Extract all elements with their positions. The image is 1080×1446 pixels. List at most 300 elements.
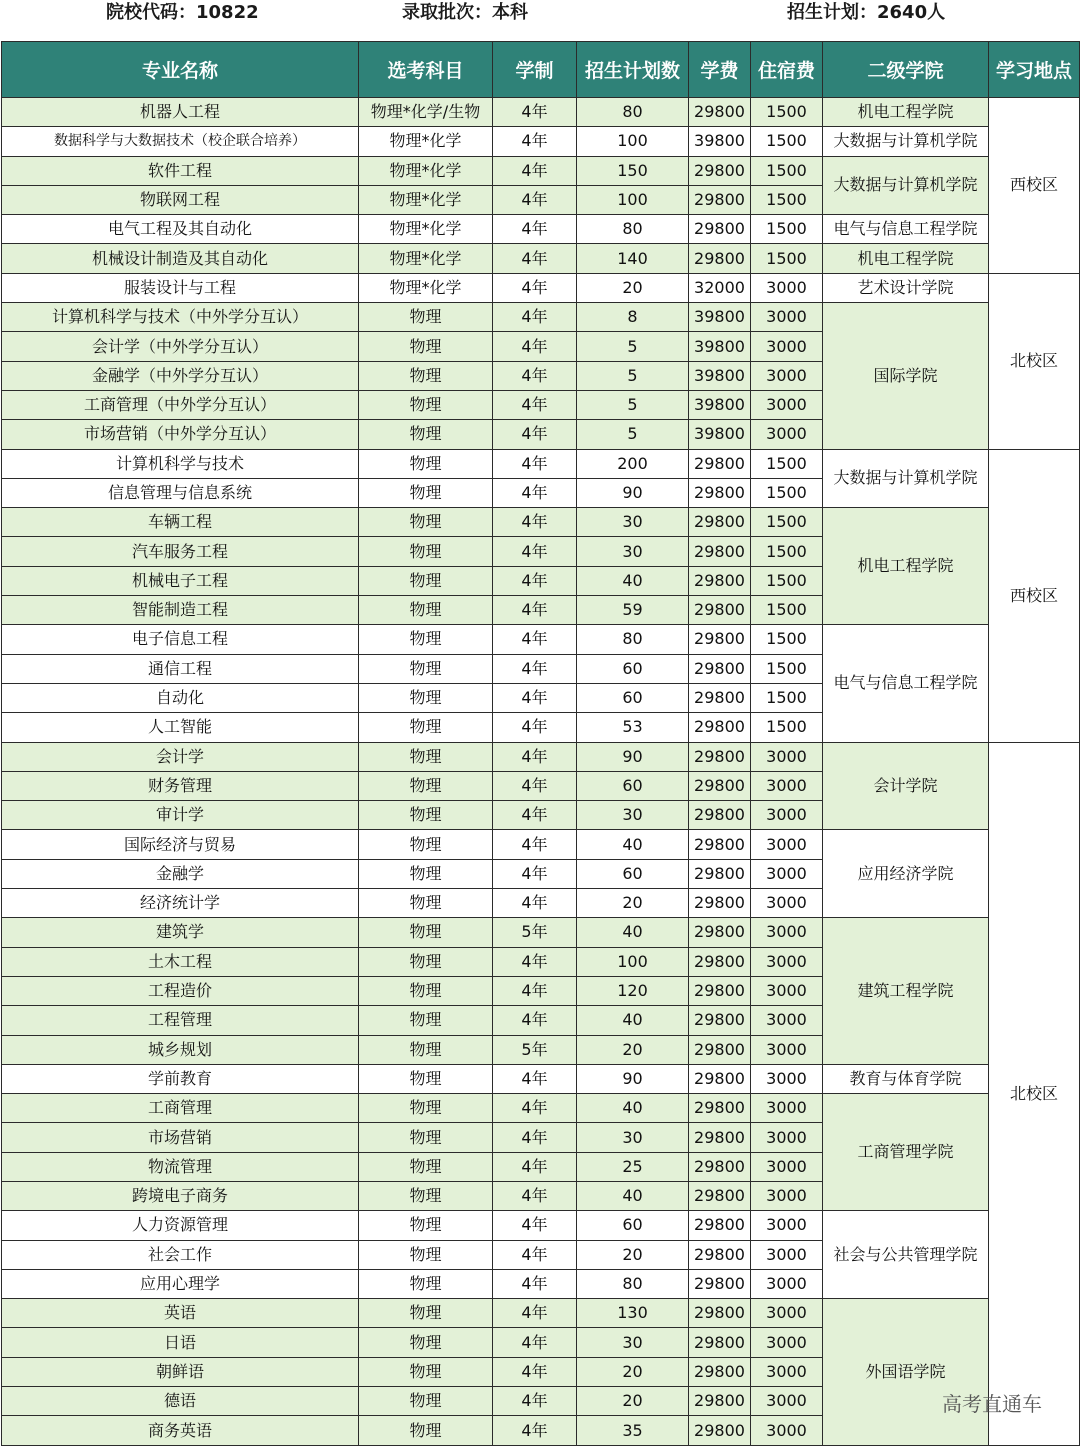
plan-cell: 20 <box>577 273 689 302</box>
years-cell: 4年 <box>493 508 577 537</box>
table-header-row <box>2 42 1080 98</box>
dorm-cell: 3000 <box>751 771 823 800</box>
tuition-cell: 29800 <box>689 889 751 918</box>
watermark: 高考直通车 <box>942 1392 1042 1416</box>
major-cell: 日语 <box>2 1328 359 1357</box>
table-row <box>2 508 1080 537</box>
major-cell: 土木工程 <box>2 947 359 976</box>
plan-cell: 20 <box>577 1387 689 1416</box>
major-cell: 市场营销（中外学分互认） <box>2 420 359 449</box>
major-cell: 电子信息工程 <box>2 625 359 654</box>
college-cell: 机电工程学院 <box>823 244 989 273</box>
dorm-cell: 3000 <box>751 1181 823 1210</box>
years-cell: 4年 <box>493 420 577 449</box>
major-cell: 软件工程 <box>2 156 359 185</box>
enrollment-plan: 招生计划：2640人 <box>787 2 946 23</box>
subject-cell: 物理 <box>359 771 493 800</box>
table-row <box>2 830 1080 859</box>
tuition-cell: 29800 <box>689 683 751 712</box>
plan-cell: 8 <box>577 303 689 332</box>
dorm-cell: 3000 <box>751 801 823 830</box>
college-cell: 机电工程学院 <box>823 98 989 127</box>
subject-cell: 物理 <box>359 947 493 976</box>
subject-cell: 物理 <box>359 1387 493 1416</box>
years-cell: 4年 <box>493 390 577 419</box>
years-cell: 4年 <box>493 859 577 888</box>
plan-cell: 59 <box>577 596 689 625</box>
tuition-cell: 39800 <box>689 420 751 449</box>
tuition-cell: 29800 <box>689 1064 751 1093</box>
major-cell: 数据科学与大数据技术（校企联合培养） <box>2 127 359 156</box>
major-cell: 会计学（中外学分互认） <box>2 332 359 361</box>
years-cell: 4年 <box>493 1299 577 1328</box>
subject-cell: 物理 <box>359 537 493 566</box>
subject-cell: 物理 <box>359 1181 493 1210</box>
plan-cell: 20 <box>577 1035 689 1064</box>
years-cell: 4年 <box>493 332 577 361</box>
tuition-cell: 29800 <box>689 1181 751 1210</box>
dorm-cell: 3000 <box>751 1240 823 1269</box>
dorm-cell: 1500 <box>751 127 823 156</box>
subject-cell: 物理 <box>359 478 493 507</box>
major-cell: 经济统计学 <box>2 889 359 918</box>
tuition-cell: 29800 <box>689 1387 751 1416</box>
plan-cell: 35 <box>577 1416 689 1445</box>
col-header-dorm: 住宿费 <box>751 42 823 98</box>
major-cell: 信息管理与信息系统 <box>2 478 359 507</box>
dorm-cell: 3000 <box>751 889 823 918</box>
major-cell: 自动化 <box>2 683 359 712</box>
subject-cell: 物理 <box>359 1211 493 1240</box>
college-cell: 会计学院 <box>823 742 989 830</box>
dorm-cell: 3000 <box>751 976 823 1005</box>
plan-cell: 40 <box>577 566 689 595</box>
admission-batch: 录取批次：本科 <box>402 2 528 23</box>
college-cell: 国际学院 <box>823 303 989 449</box>
subject-cell: 物理 <box>359 1328 493 1357</box>
table-row <box>2 273 1080 302</box>
major-cell: 车辆工程 <box>2 508 359 537</box>
subject-cell: 物理 <box>359 830 493 859</box>
dorm-cell: 3000 <box>751 1269 823 1298</box>
dorm-cell: 1500 <box>751 537 823 566</box>
major-cell: 国际经济与贸易 <box>2 830 359 859</box>
subject-cell: 物理*化学 <box>359 215 493 244</box>
dorm-cell: 3000 <box>751 1416 823 1445</box>
major-cell: 金融学（中外学分互认） <box>2 361 359 390</box>
tuition-cell: 29800 <box>689 156 751 185</box>
years-cell: 4年 <box>493 127 577 156</box>
subject-cell: 物理 <box>359 303 493 332</box>
dorm-cell: 1500 <box>751 98 823 127</box>
subject-cell: 物理 <box>359 889 493 918</box>
table-row <box>2 303 1080 332</box>
major-cell: 工程造价 <box>2 976 359 1005</box>
plan-cell: 90 <box>577 1064 689 1093</box>
subject-cell: 物理 <box>359 1152 493 1181</box>
years-cell: 4年 <box>493 1181 577 1210</box>
plan-cell: 20 <box>577 889 689 918</box>
dorm-cell: 3000 <box>751 1299 823 1328</box>
plan-cell: 80 <box>577 625 689 654</box>
subject-cell: 物理 <box>359 859 493 888</box>
tuition-cell: 29800 <box>689 1416 751 1445</box>
tuition-cell: 29800 <box>689 1152 751 1181</box>
years-cell: 4年 <box>493 273 577 302</box>
dorm-cell: 1500 <box>751 654 823 683</box>
dorm-cell: 3000 <box>751 273 823 302</box>
subject-cell: 物理 <box>359 1123 493 1152</box>
plan-cell: 200 <box>577 449 689 478</box>
major-cell: 人工智能 <box>2 713 359 742</box>
major-cell: 工程管理 <box>2 1006 359 1035</box>
col-header-years: 学制 <box>493 42 577 98</box>
subject-cell: 物理*化学 <box>359 185 493 214</box>
dorm-cell: 3000 <box>751 859 823 888</box>
dorm-cell: 1500 <box>751 244 823 273</box>
tuition-cell: 29800 <box>689 1357 751 1386</box>
years-cell: 4年 <box>493 713 577 742</box>
years-cell: 4年 <box>493 1064 577 1093</box>
dorm-cell: 3000 <box>751 420 823 449</box>
subject-cell: 物理*化学 <box>359 273 493 302</box>
college-cell: 艺术设计学院 <box>823 273 989 302</box>
col-header-major: 专业名称 <box>2 42 359 98</box>
tuition-cell: 29800 <box>689 1006 751 1035</box>
plan-cell: 150 <box>577 156 689 185</box>
college-cell: 建筑工程学院 <box>823 918 989 1064</box>
years-cell: 4年 <box>493 1094 577 1123</box>
major-cell: 会计学 <box>2 742 359 771</box>
tuition-cell: 29800 <box>689 185 751 214</box>
dorm-cell: 1500 <box>751 449 823 478</box>
subject-cell: 物理 <box>359 625 493 654</box>
tuition-cell: 29800 <box>689 478 751 507</box>
major-cell: 应用心理学 <box>2 1269 359 1298</box>
plan-cell: 40 <box>577 830 689 859</box>
dorm-cell: 3000 <box>751 390 823 419</box>
tuition-cell: 29800 <box>689 947 751 976</box>
plan-cell: 100 <box>577 127 689 156</box>
table-row <box>2 215 1080 244</box>
plan-cell: 60 <box>577 771 689 800</box>
tuition-cell: 29800 <box>689 566 751 595</box>
dorm-cell: 1500 <box>751 478 823 507</box>
major-cell: 物流管理 <box>2 1152 359 1181</box>
major-cell: 智能制造工程 <box>2 596 359 625</box>
plan-cell: 20 <box>577 1357 689 1386</box>
tuition-cell: 32000 <box>689 273 751 302</box>
table-row <box>2 244 1080 273</box>
years-cell: 4年 <box>493 947 577 976</box>
table-row <box>2 98 1080 127</box>
tuition-cell: 39800 <box>689 361 751 390</box>
years-cell: 5年 <box>493 1035 577 1064</box>
plan-cell: 40 <box>577 918 689 947</box>
subject-cell: 物理 <box>359 1416 493 1445</box>
dorm-cell: 3000 <box>751 332 823 361</box>
years-cell: 4年 <box>493 742 577 771</box>
years-cell: 4年 <box>493 976 577 1005</box>
years-cell: 5年 <box>493 918 577 947</box>
tuition-cell: 29800 <box>689 1211 751 1240</box>
major-cell: 朝鲜语 <box>2 1357 359 1386</box>
dorm-cell: 1500 <box>751 156 823 185</box>
years-cell: 4年 <box>493 478 577 507</box>
plan-cell: 100 <box>577 947 689 976</box>
major-cell: 机械电子工程 <box>2 566 359 595</box>
major-cell: 商务英语 <box>2 1416 359 1445</box>
subject-cell: 物理 <box>359 801 493 830</box>
tuition-cell: 29800 <box>689 625 751 654</box>
tuition-cell: 39800 <box>689 332 751 361</box>
years-cell: 4年 <box>493 566 577 595</box>
tuition-cell: 29800 <box>689 830 751 859</box>
dorm-cell: 1500 <box>751 215 823 244</box>
years-cell: 4年 <box>493 1123 577 1152</box>
years-cell: 4年 <box>493 185 577 214</box>
college-cell: 电气与信息工程学院 <box>823 215 989 244</box>
years-cell: 4年 <box>493 1328 577 1357</box>
major-cell: 学前教育 <box>2 1064 359 1093</box>
subject-cell: 物理*化学 <box>359 127 493 156</box>
tuition-cell: 29800 <box>689 976 751 1005</box>
tuition-cell: 29800 <box>689 596 751 625</box>
tuition-cell: 29800 <box>689 859 751 888</box>
plan-cell: 40 <box>577 1094 689 1123</box>
years-cell: 4年 <box>493 1269 577 1298</box>
years-cell: 4年 <box>493 361 577 390</box>
plan-cell: 20 <box>577 1240 689 1269</box>
subject-cell: 物理 <box>359 332 493 361</box>
dorm-cell: 3000 <box>751 1123 823 1152</box>
dorm-cell: 1500 <box>751 185 823 214</box>
plan-cell: 5 <box>577 420 689 449</box>
subject-cell: 物理 <box>359 683 493 712</box>
years-cell: 4年 <box>493 244 577 273</box>
school-code: 院校代码：10822 <box>106 2 259 23</box>
subject-cell: 物理 <box>359 918 493 947</box>
plan-cell: 40 <box>577 1181 689 1210</box>
table-row <box>2 625 1080 654</box>
table-row <box>2 1299 1080 1328</box>
subject-cell: 物理*化学/生物 <box>359 98 493 127</box>
tuition-cell: 29800 <box>689 918 751 947</box>
subject-cell: 物理 <box>359 449 493 478</box>
tuition-cell: 39800 <box>689 390 751 419</box>
plan-cell: 30 <box>577 1328 689 1357</box>
tuition-cell: 29800 <box>689 771 751 800</box>
major-cell: 计算机科学与技术（中外学分互认） <box>2 303 359 332</box>
table-row <box>2 1064 1080 1093</box>
subject-cell: 物理 <box>359 1299 493 1328</box>
college-cell: 应用经济学院 <box>823 830 989 918</box>
plan-cell: 80 <box>577 98 689 127</box>
tuition-cell: 29800 <box>689 537 751 566</box>
years-cell: 4年 <box>493 1006 577 1035</box>
major-cell: 机械设计制造及其自动化 <box>2 244 359 273</box>
table-row <box>2 449 1080 478</box>
years-cell: 4年 <box>493 801 577 830</box>
years-cell: 4年 <box>493 1357 577 1386</box>
tuition-cell: 29800 <box>689 1240 751 1269</box>
years-cell: 4年 <box>493 215 577 244</box>
subject-cell: 物理 <box>359 1240 493 1269</box>
subject-cell: 物理 <box>359 654 493 683</box>
tuition-cell: 29800 <box>689 1035 751 1064</box>
dorm-cell: 3000 <box>751 918 823 947</box>
major-cell: 审计学 <box>2 801 359 830</box>
dorm-cell: 3000 <box>751 1357 823 1386</box>
college-cell: 电气与信息工程学院 <box>823 625 989 742</box>
plan-cell: 5 <box>577 390 689 419</box>
major-cell: 社会工作 <box>2 1240 359 1269</box>
years-cell: 4年 <box>493 1416 577 1445</box>
tuition-cell: 29800 <box>689 801 751 830</box>
subject-cell: 物理 <box>359 1006 493 1035</box>
dorm-cell: 3000 <box>751 1094 823 1123</box>
years-cell: 4年 <box>493 683 577 712</box>
years-cell: 4年 <box>493 1240 577 1269</box>
table-row <box>2 742 1080 771</box>
years-cell: 4年 <box>493 596 577 625</box>
col-header-tuition: 学费 <box>689 42 751 98</box>
college-cell: 社会与公共管理学院 <box>823 1211 989 1299</box>
major-cell: 机器人工程 <box>2 98 359 127</box>
plan-cell: 100 <box>577 185 689 214</box>
plan-cell: 5 <box>577 332 689 361</box>
years-cell: 4年 <box>493 654 577 683</box>
table-row <box>2 127 1080 156</box>
tuition-cell: 29800 <box>689 1269 751 1298</box>
location-cell: 北校区 <box>989 273 1080 449</box>
plan-cell: 25 <box>577 1152 689 1181</box>
major-cell: 人力资源管理 <box>2 1211 359 1240</box>
years-cell: 4年 <box>493 1387 577 1416</box>
tuition-cell: 29800 <box>689 654 751 683</box>
location-cell: 西校区 <box>989 98 1080 274</box>
major-cell: 城乡规划 <box>2 1035 359 1064</box>
dorm-cell: 3000 <box>751 1211 823 1240</box>
tuition-cell: 29800 <box>689 1094 751 1123</box>
subject-cell: 物理 <box>359 1064 493 1093</box>
dorm-cell: 1500 <box>751 625 823 654</box>
dorm-cell: 3000 <box>751 1328 823 1357</box>
subject-cell: 物理 <box>359 1357 493 1386</box>
plan-cell: 90 <box>577 478 689 507</box>
years-cell: 4年 <box>493 537 577 566</box>
years-cell: 4年 <box>493 625 577 654</box>
major-cell: 工商管理（中外学分互认） <box>2 390 359 419</box>
plan-cell: 5 <box>577 361 689 390</box>
dorm-cell: 1500 <box>751 508 823 537</box>
subject-cell: 物理 <box>359 508 493 537</box>
major-cell: 英语 <box>2 1299 359 1328</box>
major-cell: 电气工程及其自动化 <box>2 215 359 244</box>
major-cell: 金融学 <box>2 859 359 888</box>
major-cell: 市场营销 <box>2 1123 359 1152</box>
dorm-cell: 1500 <box>751 566 823 595</box>
tuition-cell: 29800 <box>689 508 751 537</box>
location-cell: 北校区 <box>989 742 1080 1445</box>
table-row <box>2 1211 1080 1240</box>
dorm-cell: 3000 <box>751 303 823 332</box>
plan-cell: 90 <box>577 742 689 771</box>
college-cell: 外国语学院 <box>823 1299 989 1445</box>
col-header-location: 学习地点 <box>989 42 1080 98</box>
dorm-cell: 1500 <box>751 713 823 742</box>
years-cell: 4年 <box>493 889 577 918</box>
plan-cell: 80 <box>577 215 689 244</box>
years-cell: 4年 <box>493 1152 577 1181</box>
subject-cell: 物理 <box>359 976 493 1005</box>
college-cell: 机电工程学院 <box>823 508 989 625</box>
subject-cell: 物理 <box>359 1094 493 1123</box>
major-cell: 计算机科学与技术 <box>2 449 359 478</box>
plan-cell: 60 <box>577 654 689 683</box>
dorm-cell: 3000 <box>751 1006 823 1035</box>
tuition-cell: 39800 <box>689 127 751 156</box>
tuition-cell: 29800 <box>689 449 751 478</box>
college-cell: 大数据与计算机学院 <box>823 156 989 215</box>
plan-cell: 60 <box>577 683 689 712</box>
plan-cell: 120 <box>577 976 689 1005</box>
major-cell: 建筑学 <box>2 918 359 947</box>
years-cell: 4年 <box>493 449 577 478</box>
subject-cell: 物理*化学 <box>359 156 493 185</box>
major-cell: 汽车服务工程 <box>2 537 359 566</box>
major-cell: 物联网工程 <box>2 185 359 214</box>
plan-cell: 30 <box>577 508 689 537</box>
table-row <box>2 156 1080 185</box>
dorm-cell: 3000 <box>751 1387 823 1416</box>
col-header-subject: 选考科目 <box>359 42 493 98</box>
tuition-cell: 29800 <box>689 713 751 742</box>
years-cell: 4年 <box>493 98 577 127</box>
years-cell: 4年 <box>493 156 577 185</box>
years-cell: 4年 <box>493 771 577 800</box>
subject-cell: 物理 <box>359 1035 493 1064</box>
dorm-cell: 1500 <box>751 596 823 625</box>
college-cell: 大数据与计算机学院 <box>823 449 989 508</box>
plan-cell: 30 <box>577 801 689 830</box>
years-cell: 4年 <box>493 303 577 332</box>
plan-cell: 130 <box>577 1299 689 1328</box>
subject-cell: 物理 <box>359 713 493 742</box>
enrollment-table <box>1 41 1080 1446</box>
dorm-cell: 3000 <box>751 361 823 390</box>
dorm-cell: 3000 <box>751 947 823 976</box>
plan-cell: 60 <box>577 1211 689 1240</box>
major-cell: 德语 <box>2 1387 359 1416</box>
dorm-cell: 3000 <box>751 1064 823 1093</box>
location-cell: 西校区 <box>989 449 1080 742</box>
table-row <box>2 918 1080 947</box>
major-cell: 工商管理 <box>2 1094 359 1123</box>
plan-cell: 53 <box>577 713 689 742</box>
dorm-cell: 3000 <box>751 1035 823 1064</box>
dorm-cell: 3000 <box>751 1152 823 1181</box>
years-cell: 4年 <box>493 1211 577 1240</box>
plan-cell: 30 <box>577 1123 689 1152</box>
tuition-cell: 29800 <box>689 244 751 273</box>
table-body <box>2 98 1080 1446</box>
tuition-cell: 29800 <box>689 1328 751 1357</box>
plan-cell: 30 <box>577 537 689 566</box>
subject-cell: 物理 <box>359 390 493 419</box>
major-cell: 财务管理 <box>2 771 359 800</box>
subject-cell: 物理 <box>359 1269 493 1298</box>
